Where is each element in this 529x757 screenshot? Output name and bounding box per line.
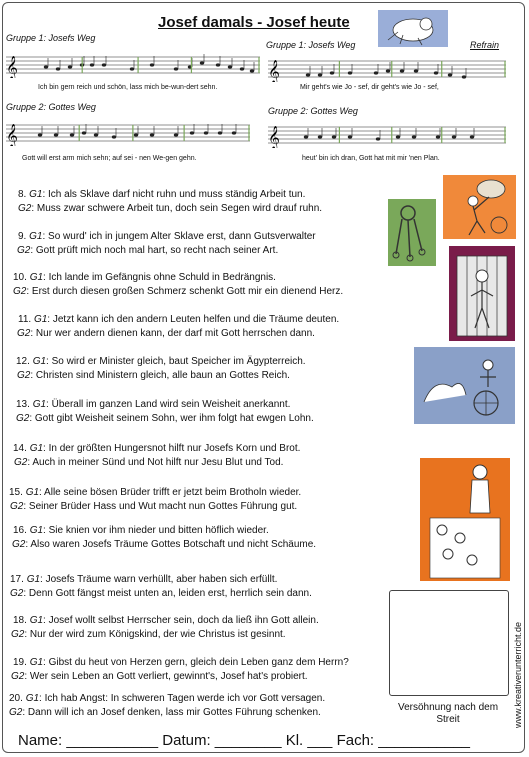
verse-number: 12. [16, 356, 30, 367]
g1-tag: G1 [29, 443, 44, 454]
g2-text: Nur der wird zum Königskind, der wie Christus ist gesinnt. [29, 629, 286, 640]
g2-tag: G2 [17, 370, 31, 381]
verse-number: 11. [18, 314, 32, 325]
g2-tag: G2 [10, 501, 24, 512]
verse-line-g1: 18. G1: Josef wollt selbst Herrscher sein, doch da ließ ihn Gott allein. [13, 615, 319, 626]
svg-text:𝄞: 𝄞 [268, 125, 280, 148]
g1-text: Ich als Sklave darf nicht ruhn und muss ständig Arbeit tun. [48, 189, 306, 200]
verse-item [0, 230, 316, 258]
page-title: Josef damals - Josef heute [158, 14, 350, 31]
brothers-kneeling-picture [420, 458, 510, 581]
verse-line-g2: G2: Wer sein Leben an Gott verliert, gewinnt's, Josef hat's probiert. [11, 671, 308, 682]
verse-item [0, 442, 300, 470]
verse-line-g1: 17. G1: Josefs Träume warn verhüllt, aber haben sich erfüllt. [10, 574, 278, 585]
verse-item [0, 188, 322, 216]
verse-item [0, 656, 349, 684]
g2-text: Wer sein Leben an Gott verliert, gewinnt's, Josef hat's probiert. [29, 671, 308, 682]
g2-text: Also waren Josefs Träume Gottes Botschaft und nicht Schäume. [30, 539, 317, 550]
verse-number: 9. [18, 231, 27, 242]
verse-line-g2: G2: Nur wer andern dienen kann, der darf mit Gott herrschen dann. [17, 328, 315, 339]
baby-picture [378, 10, 448, 47]
verse-number: 13. [16, 399, 30, 410]
g2-tag: G2 [18, 203, 32, 214]
lyrics-left-2: Gott will erst arm mich sehn; auf sei - nen We-gen gehn. [22, 155, 197, 162]
g2-tag: G2 [9, 707, 23, 718]
verse-number: 16. [13, 525, 27, 536]
g2-tag: G2 [12, 539, 26, 550]
g2-text: Denn Gott fängst meist unten an, leiden erst, herrlich sein dann. [28, 588, 312, 599]
g1-tag: G1 [32, 399, 47, 410]
g1-text: So wurd' ich in jungem Alter Sklave erst, dann Gutsverwalter [48, 231, 316, 242]
g2-tag: G2 [17, 328, 31, 339]
refrain-label: Refrain [470, 40, 500, 50]
g1-text: Josefs Träume warn verhüllt, aber haben sich erfüllt. [45, 574, 278, 585]
g1-tag: G1 [29, 231, 43, 242]
drawing-box[interactable] [389, 590, 509, 696]
slave-carrying-picture [443, 175, 516, 239]
g2-tag: G2 [11, 629, 25, 640]
verse-line-g2: G2: Erst durch diesen großen Schmerz schenkt Gott mir ein dienend Herz. [13, 286, 344, 297]
verse-item [0, 398, 314, 426]
svg-text:𝄞: 𝄞 [6, 123, 18, 146]
g1-text: Josef wollt selbst Herrscher sein, doch da ließ ihn Gott allein. [48, 615, 319, 626]
chariot-picture [414, 347, 515, 424]
verse-line-g2: G2: Christen sind Ministern gleich, alle baun an Gottes Reich. [17, 370, 290, 381]
verse-number: 20. [9, 693, 23, 704]
g1-text: Alle seine bösen Brüder trifft er jetzt beim Brotholn wieder. [44, 487, 302, 498]
music-staff-right-1 [268, 58, 506, 82]
verse-item [0, 614, 319, 642]
g1-tag: G1 [29, 525, 44, 536]
g2-text: Erst durch diesen großen Schmerz schenkt Gott mir ein dienend Herz. [31, 286, 344, 297]
verse-line-g1: 19. G1: Gibst du heut von Herzen gern, gleich dein Leben ganz dem Herrn? [13, 657, 349, 668]
verse-line-g1: 12. G1: So wird er Minister gleich, baut Speicher im Ägypterreich. [16, 356, 306, 367]
g1-tag: G1 [32, 356, 47, 367]
song-label-left-1: Gruppe 1: Josefs Weg [6, 33, 96, 43]
g1-tag: G1 [29, 615, 44, 626]
music-staff-left-1 [6, 54, 260, 78]
g2-text: Gott gibt Weisheit seinem Sohn, wer ihm folgt hat ewgen Lohn. [34, 413, 314, 424]
verse-line-g1: 20. G1: Ich hab Angst: In schweren Tagen werde ich vor Gott versagen. [9, 693, 326, 704]
g1-text: Überall im ganzen Land wird sein Weisheit anerkannt. [51, 399, 291, 410]
verse-line-g2: G2: Muss zwar schwere Arbeit tun, doch sein Segen wird drauf ruhn. [18, 203, 323, 214]
g1-tag: G1 [25, 693, 40, 704]
verse-line-g1: 15. G1: Alle seine bösen Brüder trifft er jetzt beim Brotholn wieder. [9, 487, 302, 498]
g2-text: Dann will ich an Josef denken, lass mir Gottes Führung schenken. [27, 707, 321, 718]
verse-number: 14. [13, 443, 27, 454]
song-label-left-2: Gruppe 2: Gottes Weg [6, 102, 96, 112]
g2-tag: G2 [13, 286, 27, 297]
g1-text: In der größten Hungersnot hilft nur Josefs Korn und Brot. [48, 443, 301, 454]
g2-text: Nur wer andern dienen kann, der darf mit Gott herrschen dann. [35, 328, 315, 339]
verse-line-g1: 13. G1: Überall im ganzen Land wird sein Weisheit anerkannt. [16, 399, 291, 410]
g1-text: Ich lande im Gefängnis ohne Schuld in Bedrängnis. [48, 272, 276, 283]
verse-item [0, 524, 316, 552]
g2-text: Auch in meiner Sünd und Not hilft nur Jesu Blut und Tod. [32, 457, 284, 468]
keys-picture [388, 199, 436, 266]
g1-tag: G1 [33, 314, 48, 325]
g1-tag: G1 [29, 189, 43, 200]
music-staff-right-2 [268, 124, 506, 148]
verse-line-g2: G2: Nur der wird zum Königskind, der wie Christus ist gesinnt. [11, 629, 286, 640]
verse-item [0, 355, 306, 383]
g1-tag: G1 [25, 487, 40, 498]
g1-text: So wird er Minister gleich, baut Speicher im Ägypterreich. [51, 356, 306, 367]
verse-number: 18. [13, 615, 27, 626]
lyrics-right-1: Mir geht's wie Jo - sef, dir geht's wie Jo - sef, [300, 84, 439, 91]
verse-item [0, 573, 312, 601]
g2-tag: G2 [16, 413, 30, 424]
g1-text: Gibst du heut von Herzen gern, gleich dein Leben ganz dem Herrn? [48, 657, 349, 668]
verse-number: 10. [13, 272, 27, 283]
verse-line-g1: 10. G1: Ich lande im Gefängnis ohne Schuld in Bedrängnis. [13, 272, 276, 283]
g1-tag: G1 [29, 657, 44, 668]
svg-text:𝄞: 𝄞 [6, 55, 18, 78]
g2-text: Gott prüft mich noch mal hart, so recht nach seiner Art. [35, 245, 279, 256]
verse-line-g1: 16. G1: Sie knien vor ihm nieder und bitten höflich wieder. [13, 525, 269, 536]
verse-number: 8. [18, 189, 27, 200]
verse-item [0, 271, 343, 299]
g2-tag: G2 [11, 671, 25, 682]
g2-tag: G2 [14, 457, 28, 468]
verse-line-g2: G2: Gott gibt Weisheit seinem Sohn, wer ihm folgt hat ewgen Lohn. [16, 413, 314, 424]
song-label-right-2: Gruppe 2: Gottes Weg [268, 106, 358, 116]
g1-text: Ich hab Angst: In schweren Tagen werde ich vor Gott versagen. [44, 693, 326, 704]
g2-tag: G2 [17, 245, 31, 256]
verse-line-g1: 9. G1: So wurd' ich in jungem Alter Sklave erst, dann Gutsverwalter [18, 231, 316, 242]
verse-number: 19. [13, 657, 27, 668]
verse-number: 17. [10, 574, 24, 585]
verse-line-g2: G2: Denn Gott fängst meist unten an, leiden erst, herrlich sein dann. [10, 588, 312, 599]
g1-text: Sie knien vor ihm nieder und bitten höflich wieder. [48, 525, 269, 536]
g2-text: Muss zwar schwere Arbeit tun, doch sein Segen wird drauf ruhn. [36, 203, 323, 214]
verse-number: 15. [9, 487, 23, 498]
g1-tag: G1 [29, 272, 44, 283]
website-vertical: www.kreativerunterricht.de [513, 621, 523, 728]
verse-line-g2: G2: Auch in meiner Sünd und Not hilft nur Jesu Blut und Tod. [14, 457, 284, 468]
lyrics-right-2: heut' bin ich dran, Gott hat mit mir 'nen Plan. [302, 155, 440, 162]
verse-line-g2: G2: Dann will ich an Josef denken, lass mir Gottes Führung schenken. [9, 707, 321, 718]
verse-line-g1: 14. G1: In der größten Hungersnot hilft nur Josefs Korn und Brot. [13, 443, 301, 454]
verse-line-g2: G2: Gott prüft mich noch mal hart, so recht nach seiner Art. [17, 245, 279, 256]
verse-line-g1: 11. G1: Jetzt kann ich den andern Leuten helfen und die Träume deuten. [18, 314, 340, 325]
verse-line-g1: 8. G1: Ich als Sklave darf nicht ruhn und muss ständig Arbeit tun. [18, 189, 306, 200]
verse-line-g2: G2: Seiner Brüder Hass und Wut macht nun Gottes Führung gut. [10, 501, 298, 512]
g1-tag: G1 [26, 574, 41, 585]
verse-line-g2: G2: Also waren Josefs Träume Gottes Botschaft und nicht Schäume. [12, 539, 317, 550]
music-staff-left-2 [6, 122, 250, 146]
verse-item [0, 313, 339, 341]
g2-tag: G2 [10, 588, 24, 599]
name-date-footer[interactable]: Name: ___________ Datum: ________ Kl. ___ Fach: ___________ [18, 732, 471, 749]
g1-text: Jetzt kann ich den andern Leuten helfen und die Träume deuten. [52, 314, 340, 325]
g2-text: Seiner Brüder Hass und Wut macht nun Gottes Führung gut. [28, 501, 298, 512]
verse-item [0, 486, 301, 514]
g2-text: Christen sind Ministern gleich, alle baun an Gottes Reich. [35, 370, 290, 381]
svg-text:𝄞: 𝄞 [268, 59, 280, 82]
lyrics-left-1: Ich bin gern reich und schön, lass mich be-wun-dert sehn. [38, 84, 218, 91]
prison-picture [449, 246, 515, 341]
verse-item [0, 692, 325, 720]
drawing-box-caption: Versöhnung nach dem Streit [397, 702, 499, 725]
song-label-right-1: Gruppe 1: Josefs Weg [266, 40, 356, 50]
